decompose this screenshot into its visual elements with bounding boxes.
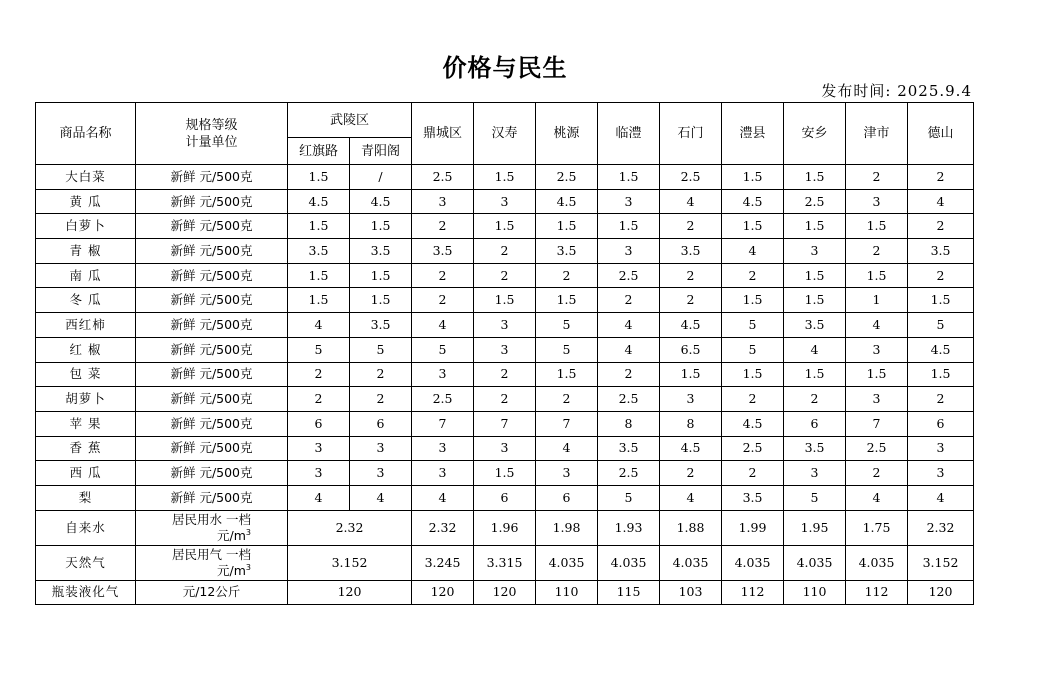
product-spec: 新鲜 元/500克 (136, 214, 288, 239)
price-cell: 2 (908, 387, 974, 412)
price-cell: 3 (598, 239, 660, 264)
price-cell: 120 (412, 580, 474, 604)
price-cell: 3.5 (660, 239, 722, 264)
price-cell: 4.5 (722, 411, 784, 436)
price-cell: 3.5 (908, 239, 974, 264)
product-spec: 新鲜 元/500克 (136, 387, 288, 412)
header-anxiang: 安乡 (784, 103, 846, 165)
product-name: 香 蕉 (36, 436, 136, 461)
price-cell: 1.5 (288, 214, 350, 239)
price-cell: 2 (474, 263, 536, 288)
price-cell: 2 (412, 214, 474, 239)
price-cell: 110 (784, 580, 846, 604)
price-cell: 5 (350, 337, 412, 362)
price-cell: 1.5 (908, 288, 974, 313)
price-cell: 6 (908, 411, 974, 436)
price-cell: 4 (908, 189, 974, 214)
price-cell: 2.5 (598, 263, 660, 288)
product-name: 西 瓜 (36, 461, 136, 486)
price-cell: 1.5 (908, 362, 974, 387)
price-cell-wuling: 2.32 (288, 510, 412, 545)
price-cell: 2.5 (722, 436, 784, 461)
price-cell: 3.5 (722, 485, 784, 510)
product-name: 青 椒 (36, 239, 136, 264)
price-cell: 1.5 (350, 263, 412, 288)
product-spec: 新鲜 元/500克 (136, 337, 288, 362)
price-cell: 6 (350, 411, 412, 436)
product-name: 冬 瓜 (36, 288, 136, 313)
price-cell: 3 (412, 362, 474, 387)
price-cell: 6.5 (660, 337, 722, 362)
price-cell: 112 (722, 580, 784, 604)
price-cell-wuling: 3.152 (288, 545, 412, 580)
price-cell: 1.5 (660, 362, 722, 387)
price-cell: 2 (350, 387, 412, 412)
price-cell: 2 (536, 387, 598, 412)
price-cell: 2 (722, 263, 784, 288)
price-cell: 1.5 (536, 362, 598, 387)
product-name: 南 瓜 (36, 263, 136, 288)
table-header (36, 103, 974, 165)
price-cell: 2 (722, 461, 784, 486)
table-row (36, 461, 974, 486)
price-cell: 2 (784, 387, 846, 412)
product-spec: 新鲜 元/500克 (136, 313, 288, 338)
price-cell: 5 (784, 485, 846, 510)
price-cell: 110 (536, 580, 598, 604)
price-cell: 4 (908, 485, 974, 510)
header-deshan: 德山 (908, 103, 974, 165)
price-cell: 1.5 (722, 214, 784, 239)
price-cell: 5 (908, 313, 974, 338)
price-cell: 5 (722, 313, 784, 338)
price-cell: 3 (474, 436, 536, 461)
product-name: 红 椒 (36, 337, 136, 362)
table-row (36, 263, 974, 288)
price-cell: 3.5 (598, 436, 660, 461)
price-cell: 1.75 (846, 510, 908, 545)
price-cell: 2 (846, 461, 908, 486)
price-cell: 4 (784, 337, 846, 362)
utility-spec: 元/12公斤 (136, 580, 288, 604)
price-cell: 3.5 (784, 436, 846, 461)
table-row (36, 313, 974, 338)
price-cell: 1.5 (598, 214, 660, 239)
price-cell: 7 (846, 411, 908, 436)
price-cell: 2 (908, 263, 974, 288)
price-cell: 3.5 (288, 239, 350, 264)
price-cell: 6 (474, 485, 536, 510)
price-cell: 3.5 (784, 313, 846, 338)
price-cell: 2 (474, 362, 536, 387)
price-cell: 1.5 (474, 461, 536, 486)
price-cell: 4.5 (660, 313, 722, 338)
price-cell: 1.88 (660, 510, 722, 545)
price-cell: 1.5 (722, 165, 784, 190)
header-product: 商品名称 (36, 103, 136, 165)
table-row (36, 510, 974, 545)
price-cell: 2 (474, 387, 536, 412)
price-cell: 4 (412, 313, 474, 338)
price-cell: 4 (598, 337, 660, 362)
table-row (36, 436, 974, 461)
price-cell: 1.5 (722, 362, 784, 387)
price-cell: 5 (598, 485, 660, 510)
price-cell: 3 (474, 189, 536, 214)
page-title: 价格与民生 (442, 54, 568, 82)
product-spec: 新鲜 元/500克 (136, 189, 288, 214)
price-cell: 3.315 (474, 545, 536, 580)
price-cell: 4.035 (846, 545, 908, 580)
price-cell: 2 (288, 362, 350, 387)
price-cell: 120 (474, 580, 536, 604)
utility-spec-unit: 元/m (217, 527, 246, 543)
price-cell: 2 (660, 461, 722, 486)
price-cell: 2 (474, 239, 536, 264)
price-cell: 2 (598, 362, 660, 387)
produce-rows (36, 165, 974, 511)
price-cell: 4.035 (784, 545, 846, 580)
price-cell-wuling: 120 (288, 580, 412, 604)
price-cell: 3 (412, 436, 474, 461)
table-row (36, 165, 974, 190)
table-row (36, 485, 974, 510)
price-cell: 1.5 (536, 214, 598, 239)
price-cell: 1.5 (846, 214, 908, 239)
product-spec: 新鲜 元/500克 (136, 263, 288, 288)
price-cell: 3 (846, 337, 908, 362)
header-dingcheng: 鼎城区 (412, 103, 474, 165)
price-cell: 2.5 (846, 436, 908, 461)
price-cell: 1.5 (784, 288, 846, 313)
product-name: 白萝卜 (36, 214, 136, 239)
product-spec: 新鲜 元/500克 (136, 436, 288, 461)
product-name: 大白菜 (36, 165, 136, 190)
price-cell: 4.035 (660, 545, 722, 580)
price-cell: 6 (536, 485, 598, 510)
release-date: 发布时间: 2025.9.4 (821, 82, 972, 100)
price-cell: 8 (660, 411, 722, 436)
utility-name: 自来水 (36, 510, 136, 545)
product-name: 胡萝卜 (36, 387, 136, 412)
price-cell: 3 (598, 189, 660, 214)
price-cell: 2 (722, 387, 784, 412)
price-cell: 3.5 (350, 313, 412, 338)
table-row (36, 387, 974, 412)
utility-name: 天然气 (36, 545, 136, 580)
price-cell: 5 (288, 337, 350, 362)
utility-spec-tier: 居民用气 一档 (172, 546, 251, 562)
product-spec: 新鲜 元/500克 (136, 411, 288, 436)
price-cell: 1.5 (288, 165, 350, 190)
price-cell: 3 (288, 436, 350, 461)
price-cell: 3 (784, 461, 846, 486)
price-cell: 3 (474, 337, 536, 362)
price-cell: 2 (846, 239, 908, 264)
utility-spec-unit-sup: 3 (245, 527, 251, 537)
header-spec-line2: 计量单位 (185, 134, 238, 150)
price-cell: 1.5 (598, 165, 660, 190)
price-cell: 3 (412, 189, 474, 214)
price-cell: 1.5 (722, 288, 784, 313)
table-row (36, 545, 974, 580)
header-taoyuan: 桃源 (536, 103, 598, 165)
price-cell: 2.32 (908, 510, 974, 545)
header-hanshou: 汉寿 (474, 103, 536, 165)
price-cell: 3 (350, 436, 412, 461)
price-cell: 2 (536, 263, 598, 288)
header-spec-line1: 规格等级 (185, 117, 238, 133)
price-cell: 2 (908, 214, 974, 239)
price-cell: 6 (784, 411, 846, 436)
table-row (36, 214, 974, 239)
price-cell: 1.5 (784, 214, 846, 239)
product-name: 苹 果 (36, 411, 136, 436)
price-cell: 3.5 (350, 239, 412, 264)
price-cell: 1.95 (784, 510, 846, 545)
table-row (36, 362, 974, 387)
price-cell: 1 (846, 288, 908, 313)
product-name: 包 菜 (36, 362, 136, 387)
price-cell: 2 (598, 288, 660, 313)
price-cell: 3 (908, 436, 974, 461)
price-cell: 3 (288, 461, 350, 486)
price-cell: 6 (288, 411, 350, 436)
price-cell: 2.5 (598, 387, 660, 412)
price-cell: 1.5 (784, 263, 846, 288)
price-cell: 4.5 (350, 189, 412, 214)
product-spec: 新鲜 元/500克 (136, 362, 288, 387)
price-cell: 1.5 (350, 214, 412, 239)
table-row (36, 411, 974, 436)
price-cell: 103 (660, 580, 722, 604)
price-cell: 2 (412, 263, 474, 288)
price-cell: 3 (474, 313, 536, 338)
price-cell: / (350, 165, 412, 190)
price-cell: 2 (660, 263, 722, 288)
price-cell: 4.5 (908, 337, 974, 362)
price-cell: 4 (598, 313, 660, 338)
product-spec: 新鲜 元/500克 (136, 461, 288, 486)
price-cell: 1.5 (784, 165, 846, 190)
table-row (36, 189, 974, 214)
table-row (36, 288, 974, 313)
product-name: 黄 瓜 (36, 189, 136, 214)
price-cell: 1.5 (474, 165, 536, 190)
price-cell: 4 (660, 189, 722, 214)
price-cell: 2.5 (784, 189, 846, 214)
price-cell: 1.5 (288, 263, 350, 288)
price-cell: 7 (412, 411, 474, 436)
price-cell: 1.93 (598, 510, 660, 545)
price-cell: 3 (350, 461, 412, 486)
price-cell: 2.5 (412, 387, 474, 412)
product-spec: 新鲜 元/500克 (136, 485, 288, 510)
price-cell: 4 (288, 313, 350, 338)
price-cell: 1.5 (846, 263, 908, 288)
price-cell: 5 (536, 337, 598, 362)
utility-spec-tier: 居民用水 一档 (172, 511, 251, 527)
price-cell: 2.5 (598, 461, 660, 486)
utility-name: 瓶装液化气 (36, 580, 136, 604)
product-name: 西红柿 (36, 313, 136, 338)
price-cell: 1.99 (722, 510, 784, 545)
price-cell: 5 (722, 337, 784, 362)
price-cell: 4 (350, 485, 412, 510)
utility-spec (136, 545, 288, 580)
utility-spec-unit-sup: 3 (245, 562, 251, 572)
price-cell: 2 (350, 362, 412, 387)
price-cell: 1.5 (350, 288, 412, 313)
price-cell: 3 (536, 461, 598, 486)
price-cell: 3 (412, 461, 474, 486)
price-cell: 2 (846, 165, 908, 190)
price-cell: 4 (846, 313, 908, 338)
product-name: 梨 (36, 485, 136, 510)
utility-spec (136, 510, 288, 545)
utility-spec-unit: 元/m (217, 562, 246, 578)
price-cell: 1.5 (784, 362, 846, 387)
price-cell: 8 (598, 411, 660, 436)
header-shimen: 石门 (660, 103, 722, 165)
price-cell: 1.5 (846, 362, 908, 387)
price-cell: 4.035 (536, 545, 598, 580)
utility-rows (36, 510, 974, 604)
price-cell: 5 (536, 313, 598, 338)
header-lixian: 澧县 (722, 103, 784, 165)
table-row (36, 337, 974, 362)
price-cell: 4.5 (660, 436, 722, 461)
product-spec: 新鲜 元/500克 (136, 288, 288, 313)
price-cell: 2.5 (660, 165, 722, 190)
price-cell: 4.5 (536, 189, 598, 214)
price-cell: 2 (908, 165, 974, 190)
price-cell: 3 (660, 387, 722, 412)
price-cell: 2 (412, 288, 474, 313)
price-cell: 3 (846, 387, 908, 412)
table-row (36, 580, 974, 604)
price-cell: 1.98 (536, 510, 598, 545)
price-cell: 3 (784, 239, 846, 264)
header-hongqilu: 红旗路 (288, 138, 350, 165)
price-cell: 1.5 (474, 288, 536, 313)
price-cell: 4.035 (722, 545, 784, 580)
price-cell: 4 (660, 485, 722, 510)
price-cell: 2 (660, 214, 722, 239)
product-spec: 新鲜 元/500克 (136, 165, 288, 190)
price-cell: 3 (908, 461, 974, 486)
price-cell: 4.035 (598, 545, 660, 580)
price-cell: 4.5 (288, 189, 350, 214)
price-cell: 4 (412, 485, 474, 510)
header-qingyangge: 青阳阁 (350, 138, 412, 165)
price-cell: 2.5 (536, 165, 598, 190)
price-cell: 3.5 (412, 239, 474, 264)
price-cell: 4 (288, 485, 350, 510)
price-cell: 2 (660, 288, 722, 313)
price-cell: 120 (908, 580, 974, 604)
table-row (36, 239, 974, 264)
header-wuling: 武陵区 (288, 103, 412, 138)
price-cell: 1.96 (474, 510, 536, 545)
price-cell: 4 (846, 485, 908, 510)
price-table (35, 102, 974, 605)
price-cell: 3 (846, 189, 908, 214)
price-cell: 4.5 (722, 189, 784, 214)
price-cell: 112 (846, 580, 908, 604)
price-cell: 4 (722, 239, 784, 264)
price-cell: 7 (536, 411, 598, 436)
price-cell: 3.152 (908, 545, 974, 580)
price-cell: 3.5 (536, 239, 598, 264)
price-cell: 2.32 (412, 510, 474, 545)
price-cell: 1.5 (474, 214, 536, 239)
price-cell: 3.245 (412, 545, 474, 580)
price-cell: 1.5 (536, 288, 598, 313)
header-linli: 临澧 (598, 103, 660, 165)
price-cell: 2.5 (412, 165, 474, 190)
product-spec: 新鲜 元/500克 (136, 239, 288, 264)
price-cell: 5 (412, 337, 474, 362)
price-cell: 7 (474, 411, 536, 436)
price-cell: 115 (598, 580, 660, 604)
header-spec (136, 103, 288, 165)
header-jinshi: 津市 (846, 103, 908, 165)
price-cell: 2 (288, 387, 350, 412)
price-cell: 1.5 (288, 288, 350, 313)
price-cell: 4 (536, 436, 598, 461)
